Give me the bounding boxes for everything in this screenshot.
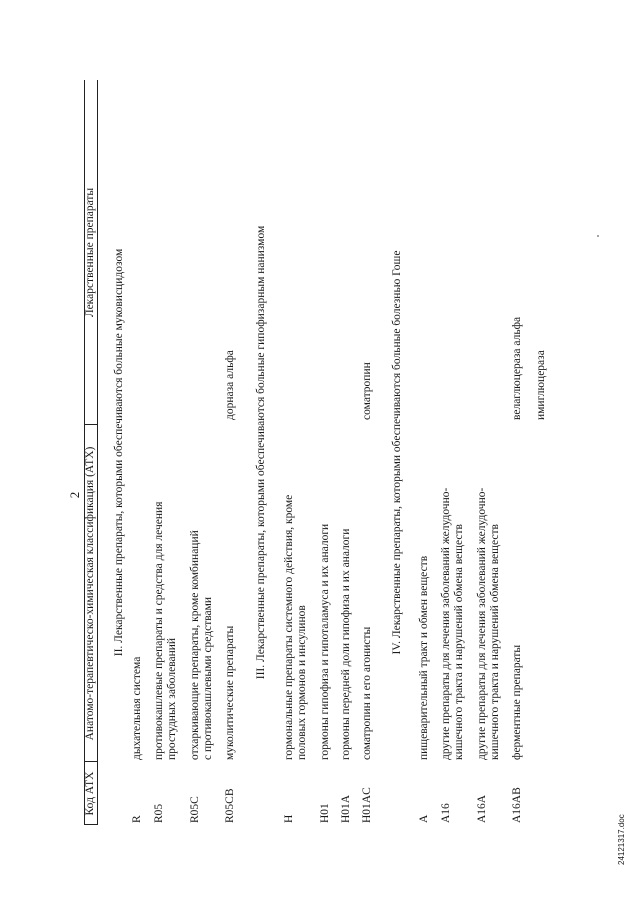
atc-description: с противокашлевыми средствами <box>202 596 214 760</box>
drug-name: велаглюцераза альфа <box>511 316 523 420</box>
atc-code: H01AC <box>361 787 373 823</box>
atc-code: A16AB <box>511 787 523 823</box>
header-drugs: Лекарственные препараты <box>84 187 96 318</box>
atc-code: H <box>283 814 295 823</box>
section-heading: IV. Лекарственные препараты, которыми обеспечиваются больные болезнью Гоше <box>391 250 403 655</box>
atc-code: R05 <box>153 803 165 823</box>
atc-code: A16A <box>476 794 488 823</box>
atc-description: кишечного тракта и нарушений обмена веществ <box>489 524 501 760</box>
atc-code: A <box>418 814 430 823</box>
header-code: Код АТХ <box>84 771 96 816</box>
atc-code: R <box>131 815 143 823</box>
atc-code: A16 <box>440 803 452 823</box>
section-heading: II. Лекарственные препараты, которыми обеспечиваются больные муковисцидозом <box>113 248 125 657</box>
atc-description: другие препараты для лечения заболеваний желудочно- <box>440 487 452 760</box>
atc-description: гормоны передней доли гипофиза и их аналоги <box>340 528 352 760</box>
scan-speck <box>597 235 599 237</box>
atc-description: другие препараты для лечения заболеваний желудочно- <box>476 487 488 760</box>
footer-filename: 24121317.doc <box>617 814 626 865</box>
atc-description: простудных заболеваний <box>166 637 178 760</box>
drug-name: соматропин <box>361 362 373 420</box>
atc-description: гормоны гипофиза и гипоталамуса и их аналоги <box>319 523 331 760</box>
drug-name: имиглюцераза <box>535 350 547 420</box>
table-header-border <box>97 80 98 825</box>
page-number: 2 <box>67 491 82 499</box>
atc-description: пищеварительный тракт и обмен веществ <box>418 555 430 760</box>
atc-description: дыхательная система <box>131 656 143 760</box>
atc-description: отхаркивающие препараты, кроме комбинаций <box>189 530 201 760</box>
atc-code: H01A <box>340 794 352 823</box>
atc-description: муколитические препараты <box>224 625 236 760</box>
atc-code: H01 <box>319 803 331 823</box>
section-heading: III. Лекарственные препараты, которыми обеспечиваются больные гипофизарным нанизмом <box>255 225 267 680</box>
atc-description: гормональные препараты системного действия, кроме <box>283 494 295 760</box>
atc-description: ферментные препараты <box>511 644 523 760</box>
atc-description: противокашлевые препараты и средства для лечения <box>153 501 165 760</box>
atc-code: R05CB <box>224 788 236 823</box>
header-classification: Анатомо-терапевтическо-химическая классификация (АТХ) <box>84 446 96 741</box>
atc-description: половых гормонов и инсулинов <box>296 605 308 760</box>
atc-description: соматропин и его агонисты <box>361 626 373 760</box>
drug-name: дорназа альфа <box>224 350 236 420</box>
atc-description: кишечного тракта и нарушений обмена веществ <box>453 524 465 760</box>
atc-code: R05C <box>189 796 201 823</box>
